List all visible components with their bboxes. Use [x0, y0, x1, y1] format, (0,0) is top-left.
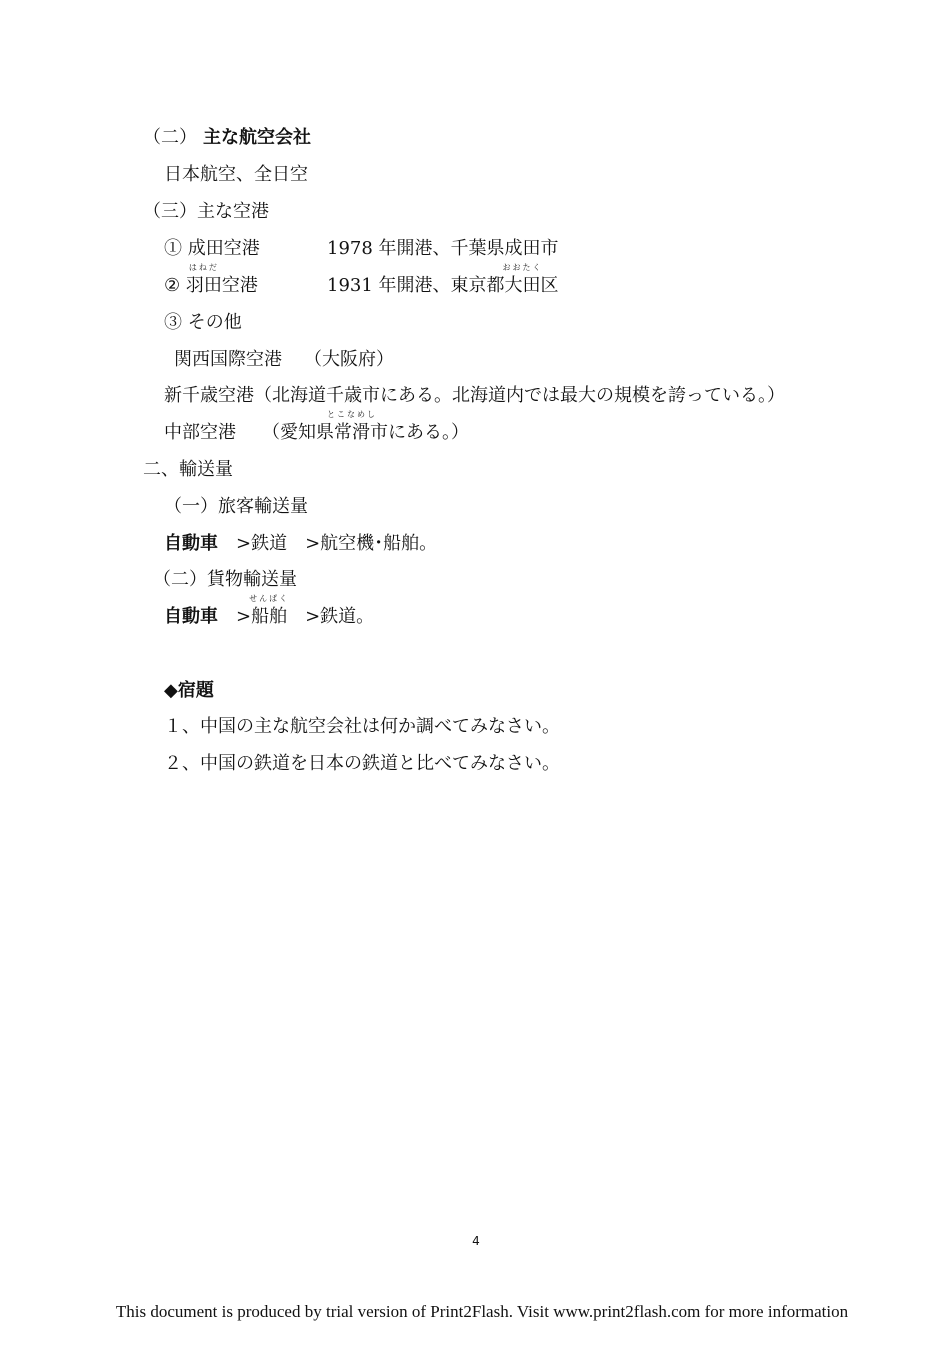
- passenger-ranking: [164, 533, 437, 555]
- homework-title: ◆宿題: [164, 680, 214, 701]
- chubu-note-pre: （愛知県: [262, 422, 334, 443]
- chubu-note-rest: 市にある。）: [370, 422, 469, 443]
- ota-ruby: [502, 263, 543, 297]
- airport-haneda-number: ②: [164, 275, 181, 296]
- airlines-heading-text: 主な航空会社: [203, 127, 311, 148]
- volume-heading: 二、輸送量: [143, 459, 233, 480]
- airport-narita-info: 1978 年開港、千葉県成田市: [327, 238, 559, 259]
- airlines-body: 日本航空、全日空: [164, 164, 308, 185]
- airport-other-label: ③ その他: [164, 312, 242, 333]
- tokoname-furigana: とこなめし: [327, 410, 377, 419]
- cargo-gt: >: [236, 606, 252, 627]
- cargo-first: 自動車: [164, 606, 218, 627]
- kansai-name: 関西国際空港: [174, 349, 282, 370]
- airport-shinchitose: 新千歳空港（北海道千歳市にある。北海道内では最大の規模を誇っている。）: [164, 385, 785, 406]
- homework-item-1: １、中国の主な航空会社は何か調べてみなさい。: [164, 716, 560, 737]
- page-number: 4: [472, 1234, 480, 1248]
- haneda-furigana: はねだ: [188, 263, 219, 272]
- airport-haneda-label: [164, 263, 258, 297]
- airports-heading: （三）主な空港: [143, 201, 269, 222]
- cargo-heading: （二）貨物輸送量: [153, 569, 297, 590]
- tokoname-ruby: [327, 410, 377, 444]
- airport-chubu: [164, 410, 469, 444]
- senpaku-furigana: せんぱく: [249, 594, 290, 603]
- passenger-heading: （一）旅客輸送量: [164, 496, 308, 517]
- kansai-note: （大阪府）: [304, 349, 394, 370]
- ota-kanji: 大田: [504, 275, 541, 296]
- passenger-first: 自動車: [164, 533, 218, 554]
- ota-furigana: おおたく: [502, 263, 543, 272]
- airport-haneda-info: [327, 263, 559, 297]
- senpaku-ruby: [249, 594, 290, 628]
- airlines-heading: [143, 127, 311, 149]
- airport-narita-label: ① 成田空港: [164, 238, 260, 259]
- airport-kansai: [174, 349, 394, 371]
- senpaku-kanji: 船舶: [251, 606, 288, 627]
- trial-footer: This document is produced by trial version of Print2Flash. Visit www.print2flash.com for more information: [115, 1302, 849, 1321]
- chubu-name: 中部空港: [164, 422, 236, 443]
- haneda-name-rest: 空港: [221, 275, 258, 296]
- passenger-rest: >鉄道 >航空機･船舶。: [236, 533, 438, 554]
- cargo-rest: >鉄道。: [305, 606, 375, 627]
- tokoname-kanji: 常滑: [334, 422, 370, 443]
- airlines-heading-number: （二）: [143, 127, 197, 148]
- haneda-ruby: [185, 263, 222, 297]
- homework-item-2: ２、中国の鉄道を日本の鉄道と比べてみなさい。: [164, 753, 560, 774]
- haneda-info-rest: 区: [540, 275, 559, 296]
- cargo-ranking: [164, 594, 375, 628]
- haneda-kanji: 羽田: [185, 275, 222, 296]
- haneda-info-pre: 1931 年開港、東京都: [327, 275, 505, 296]
